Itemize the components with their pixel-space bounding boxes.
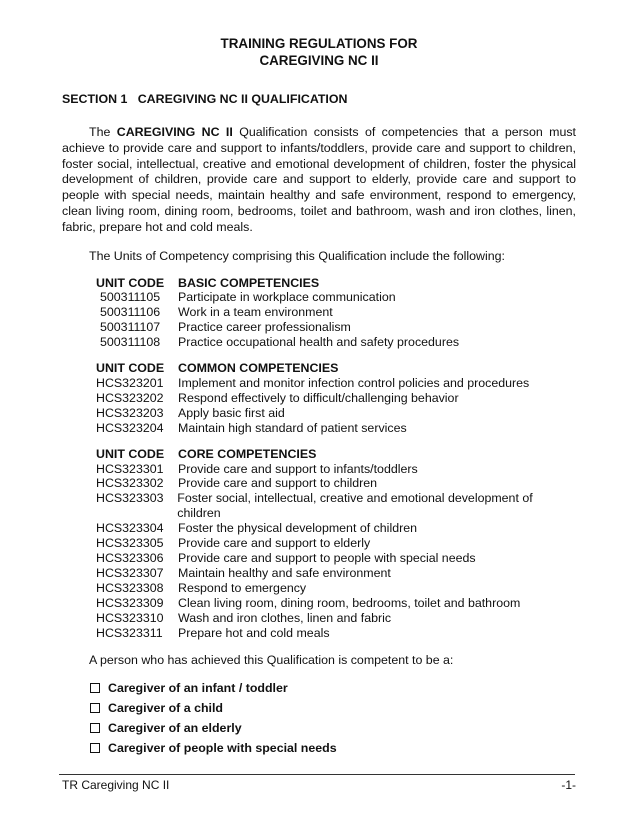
- unit-code: 500311107: [100, 320, 161, 335]
- achieve-text: A person who has achieved this Qualification is competent to be a:: [89, 653, 454, 668]
- unit-title: Foster social, intellectual, creative and emotional development of children: [177, 491, 533, 521]
- unit-title: Participate in workplace communication: [178, 290, 396, 305]
- table-row: [96, 611, 576, 626]
- table-row: [96, 320, 576, 335]
- unit-title: Respond to emergency: [178, 580, 307, 595]
- basic-competencies-table: [96, 276, 576, 351]
- unit-code: HCS323305: [96, 536, 164, 551]
- intro-paragraph: [62, 125, 576, 236]
- table-row: [96, 536, 576, 551]
- unit-title: Implement and monitor infection control policies and procedures: [178, 376, 530, 391]
- unit-code: HCS323308: [96, 580, 164, 595]
- unit-code: HCS323301: [96, 461, 164, 476]
- checklist-item: [89, 738, 576, 758]
- unit-code: HCS323307: [96, 565, 164, 580]
- table-row: [96, 491, 576, 521]
- section-heading: SECTION 1 CAREGIVING NC II QUALIFICATION: [62, 92, 348, 106]
- title-line-1: TRAINING REGULATIONS FOR: [220, 36, 418, 51]
- unit-code: HCS323309: [96, 595, 164, 610]
- unit-code: HCS323201: [96, 376, 164, 391]
- table-header: [96, 447, 576, 462]
- unit-title: Practice career professionalism: [178, 320, 351, 335]
- unit-title: Respond effectively to difficult/challenging behavior: [178, 390, 459, 405]
- unit-title: Apply basic first aid: [178, 405, 285, 420]
- checkbox-icon: [90, 703, 100, 713]
- page-number: -1-: [561, 778, 576, 792]
- checkbox-icon: [90, 683, 100, 693]
- table-row: [96, 521, 576, 536]
- checklist-item: [89, 718, 576, 738]
- table-header: [96, 276, 576, 291]
- unit-code: 500311105: [100, 290, 161, 305]
- table-row: [96, 596, 576, 611]
- unit-title: Maintain high standard of patient services: [178, 420, 407, 435]
- footer-divider: [59, 774, 575, 775]
- page-footer: [62, 778, 576, 792]
- competency-tables: [62, 276, 576, 641]
- table-row: [96, 551, 576, 566]
- unit-title: Work in a team environment: [178, 305, 333, 320]
- units-intro: The Units of Competency comprising this Qualification include the following:: [89, 248, 505, 263]
- table-row: [96, 376, 576, 391]
- checklist-label: Caregiver of people with special needs: [108, 740, 337, 755]
- checklist-label: Caregiver of a child: [108, 701, 223, 716]
- document-page: [62, 36, 576, 758]
- unit-code: HCS323304: [96, 521, 164, 536]
- unit-title: Provide care and support to infants/toddlers: [178, 461, 418, 476]
- checklist-label: Caregiver of an elderly: [108, 720, 242, 735]
- unit-code: HCS323203: [96, 405, 164, 420]
- table-row: [96, 290, 576, 305]
- unit-code: HCS323202: [96, 390, 164, 405]
- document-title: [62, 36, 576, 69]
- unit-code: HCS323311: [96, 625, 163, 640]
- unit-code: 500311106: [100, 305, 161, 320]
- unit-title: Clean living room, dining room, bedrooms, toilet and bathroom: [178, 595, 521, 610]
- checkbox-icon: [90, 743, 100, 753]
- unit-code: HCS323204: [96, 420, 164, 435]
- table-row: [96, 626, 576, 641]
- unit-title: Prepare hot and cold meals: [178, 625, 330, 640]
- unit-code: HCS323310: [96, 610, 164, 625]
- table-row: [96, 566, 576, 581]
- checklist-item: [89, 698, 576, 718]
- basic-header: BASIC COMPETENCIES: [178, 275, 320, 290]
- table-row: [96, 462, 576, 477]
- table-header: [96, 361, 576, 376]
- intro-prefix: The: [89, 125, 117, 139]
- footer-title: TR Caregiving NC II: [62, 778, 170, 792]
- unit-code: HCS323303: [96, 491, 164, 506]
- unit-code: HCS323302: [96, 476, 164, 491]
- title-line-2: CAREGIVING NC II: [259, 52, 379, 68]
- unit-title: Maintain healthy and safe environment: [178, 565, 391, 580]
- table-row: [96, 391, 576, 406]
- intro-rest: Qualification consists of competencies that a person must achieve to provide care and support to infants/toddlers, provide care and support to children, foster social, intellectual, creative and emotional development of children, foster the physical development of children, provide care and support to elderly, provide care and support to people with special needs, maintain healthy and safe environment, respond to emergency, clean living room, dining room, bedrooms, toilet and bathroom, wash and iron clothes, linen, fabric, prepare hot and cold meals.: [62, 125, 576, 234]
- core-header: CORE COMPETENCIES: [178, 446, 317, 461]
- table-row: [96, 421, 576, 436]
- core-competencies-table: [96, 447, 576, 641]
- common-header: COMMON COMPETENCIES: [178, 361, 339, 376]
- checkbox-icon: [90, 723, 100, 733]
- table-row: [96, 476, 576, 491]
- unit-code-header: UNIT CODE: [96, 275, 165, 290]
- caregiver-checklist: [89, 678, 576, 757]
- unit-code-header: UNIT CODE: [96, 446, 165, 461]
- unit-title: Wash and iron clothes, linen and fabric: [178, 610, 392, 625]
- qualification-name: CAREGIVING NC II: [116, 125, 233, 139]
- unit-title: Practice occupational health and safety procedures: [178, 335, 460, 350]
- unit-code-header: UNIT CODE: [96, 361, 165, 376]
- unit-code: 500311108: [100, 335, 161, 350]
- unit-title: Provide care and support to children: [178, 476, 378, 491]
- table-row: [96, 581, 576, 596]
- common-competencies-table: [96, 361, 576, 436]
- unit-title: Provide care and support to people with special needs: [178, 550, 476, 565]
- unit-title: Foster the physical development of children: [178, 521, 417, 536]
- table-row: [96, 406, 576, 421]
- table-row: [96, 335, 576, 350]
- unit-code: HCS323306: [96, 550, 164, 565]
- unit-title: Provide care and support to elderly: [178, 536, 371, 551]
- table-row: [96, 305, 576, 320]
- checklist-item: [89, 678, 576, 698]
- checklist-label: Caregiver of an infant / toddler: [108, 681, 288, 696]
